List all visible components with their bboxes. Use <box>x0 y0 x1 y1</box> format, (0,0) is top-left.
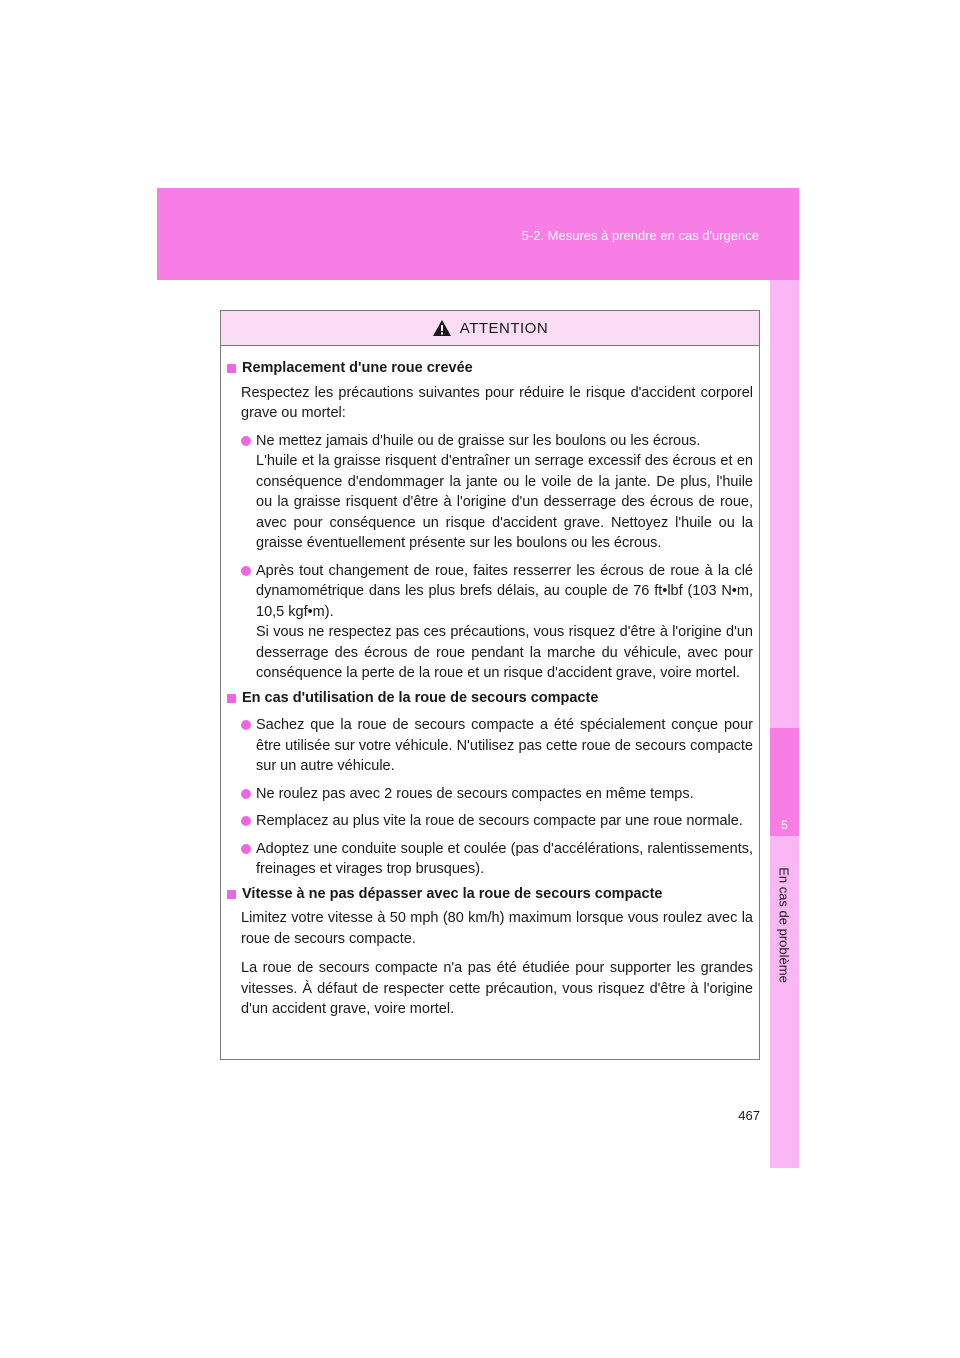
square-bullet-icon <box>227 890 236 899</box>
list-item-text: Si vous ne respectez pas ces précautions, vous risquez d'être à l'origine d'un desserrage des écrous de roue pendant la marche du véhicule, avec pour conséquence la perte de la roue et un risque d'accident grave, voire mortel. <box>256 624 753 681</box>
section-heading <box>227 884 753 905</box>
chapter-number: 5 <box>781 818 788 832</box>
chapter-label: En cas de problème <box>776 867 792 983</box>
list-item-text: Après tout changement de roue, faites resserrer les écrous de roue à la clé dynamométrique dans les plus brefs délais, au couple de 76 ft•lbf (103 N•m, 10,5 kgf•m). <box>256 562 753 620</box>
chapter-header-band <box>157 188 799 280</box>
section-title: 5-2. Mesures à prendre en cas d'urgence <box>521 228 759 243</box>
list-item <box>241 715 753 777</box>
list-item-text: Ne mettez jamais d'huile ou de graisse sur les boulons ou les écrous. <box>256 432 701 449</box>
square-bullet-icon <box>227 364 236 373</box>
round-bullet-icon <box>241 436 251 446</box>
list-item <box>241 839 753 880</box>
section-heading-text: Vitesse à ne pas dépasser avec la roue de secours compacte <box>242 885 663 902</box>
section-heading-text: En cas d'utilisation de la roue de secours compacte <box>242 689 599 706</box>
list-item-text: Sachez que la roue de secours compacte a été spécialement conçue pour être utilisée sur votre véhicule. N'utilisez pas cette roue de secours compacte sur un autre véhicule. <box>256 717 753 774</box>
list-item <box>241 431 753 554</box>
list-item <box>241 811 753 832</box>
round-bullet-icon <box>241 789 251 799</box>
section-heading <box>227 358 753 379</box>
round-bullet-icon <box>241 844 251 854</box>
page-number: 467 <box>738 1108 760 1123</box>
section-heading <box>227 688 753 709</box>
warning-body <box>221 346 759 1020</box>
warning-triangle-icon <box>432 319 452 337</box>
round-bullet-icon <box>241 816 251 826</box>
list-item-text: Remplacez au plus vite la roue de secours compacte par une roue normale. <box>256 813 743 829</box>
warning-title: ATTENTION <box>459 319 549 337</box>
paragraph: Respectez les précautions suivantes pour réduire le risque d'accident corporel grave ou mortel: <box>241 384 753 421</box>
warning-header <box>221 311 759 346</box>
list-item-text: Ne roulez pas avec 2 roues de secours compactes en même temps. <box>256 785 694 802</box>
square-bullet-icon <box>227 694 236 703</box>
paragraph: Limitez votre vitesse à 50 mph (80 km/h) maximum lorsque vous roulez avec la roue de secours compacte. <box>241 910 753 947</box>
paragraph: La roue de secours compacte n'a pas été étudiée pour supporter les grandes vitesses. À défaut de respecter cette précaution, vous risquez d'être à l'origine d'un accident grave, voire mortel. <box>241 960 753 1017</box>
list-item-text: Adoptez une conduite souple et coulée (pas d'accélérations, ralentissements, freinages et virages trop brusques). <box>256 840 753 877</box>
warning-box <box>220 310 760 1060</box>
list-item-text: L'huile et la graisse risquent d'entraîner un serrage excessif des écrous et en conséquence d'endommager la jante ou le voile de la jante. De plus, l'huile ou la graisse risquent d'être à l'origine d'un desserrage des écrous de roue, avec pour conséquence un risque d'accident grave. Nettoyez l'huile ou la graisse éventuellement présente sur les boulons ou les écrous. <box>256 453 753 551</box>
round-bullet-icon <box>241 566 251 576</box>
round-bullet-icon <box>241 720 251 730</box>
list-item <box>241 561 753 684</box>
section-heading-text: Remplacement d'une roue crevée <box>242 360 473 376</box>
list-item <box>241 784 753 805</box>
chapter-side-tab <box>770 280 799 1168</box>
